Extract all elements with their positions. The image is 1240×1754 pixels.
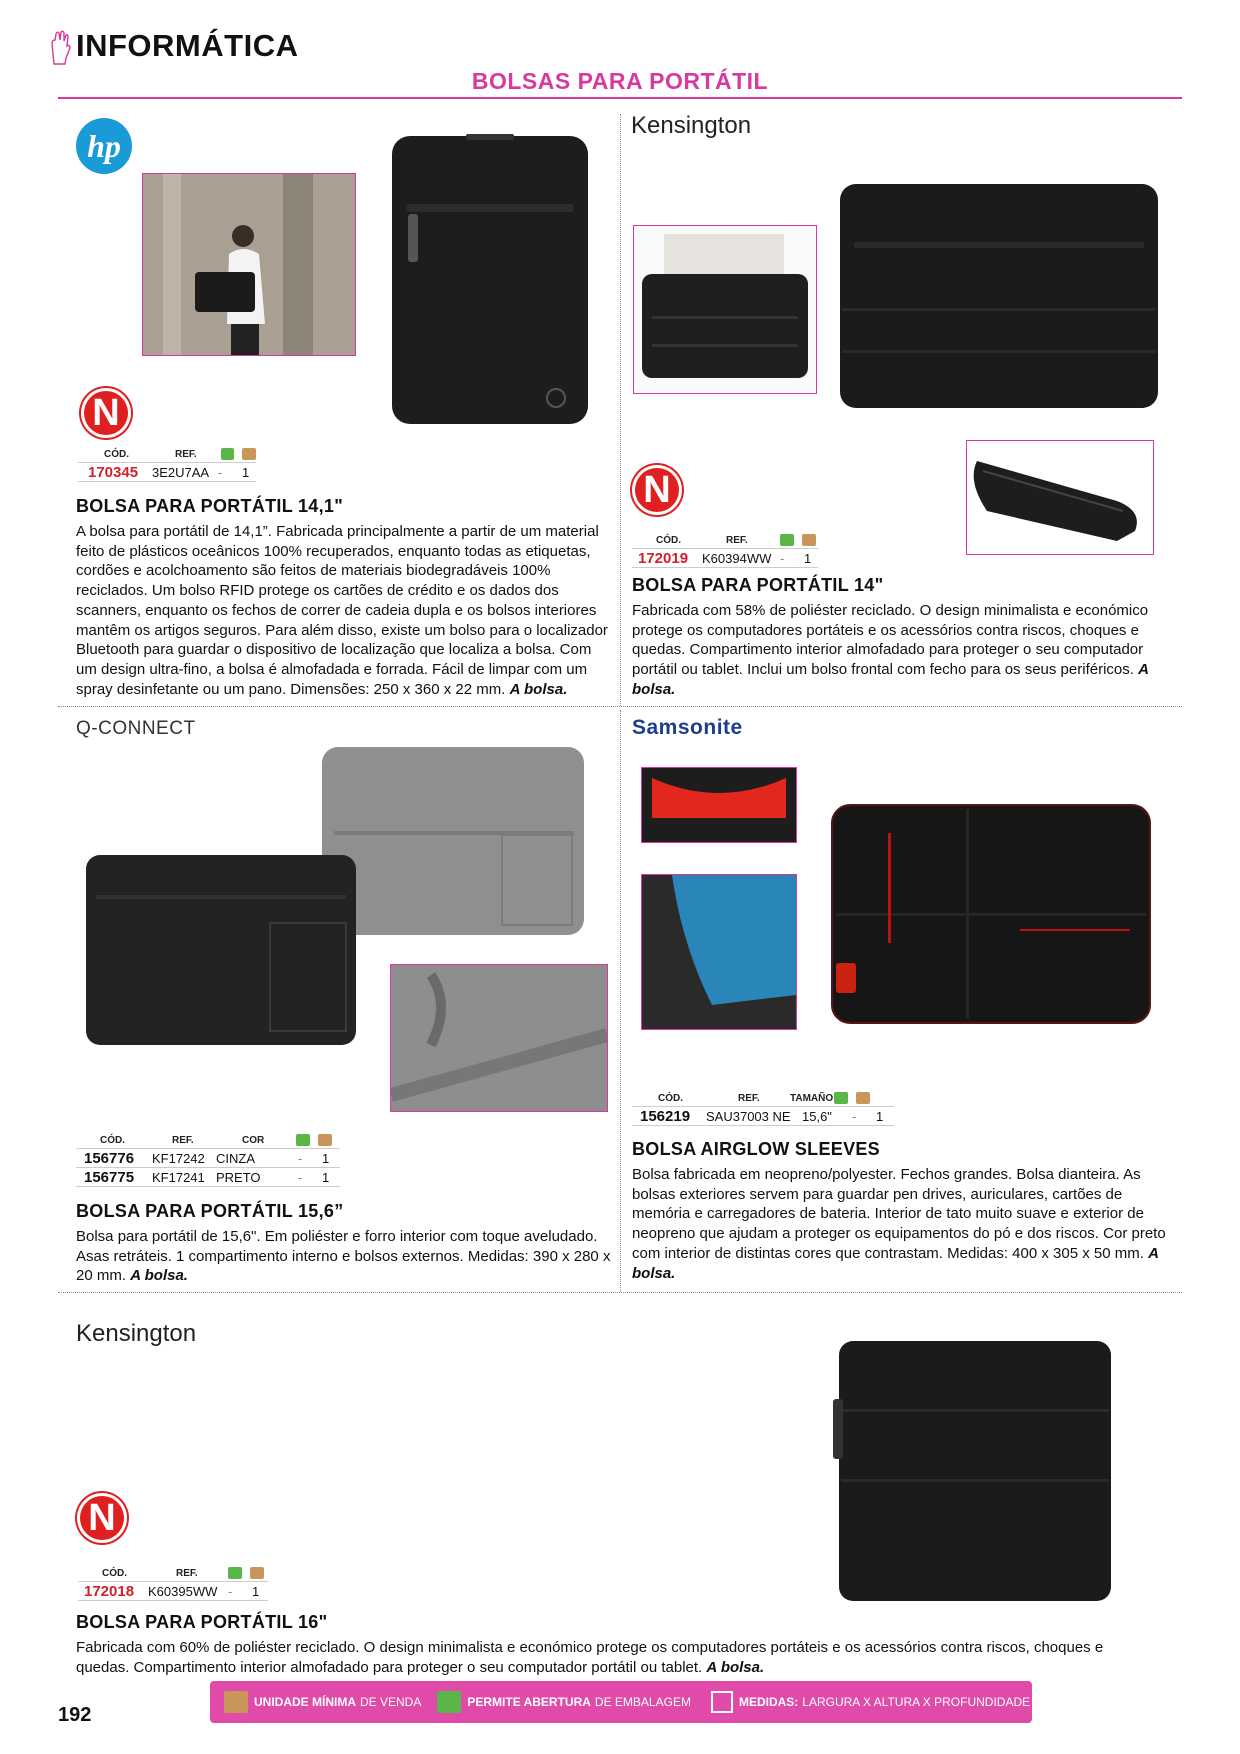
header-cod: CÓD.	[100, 1134, 125, 1146]
row-divider	[58, 1292, 1182, 1293]
table-row	[78, 1581, 268, 1601]
product-detail-photo	[966, 440, 1154, 555]
new-badge: N	[632, 465, 682, 515]
kensington-logo: Kensington	[631, 112, 752, 139]
header-ref: REF.	[172, 1134, 194, 1146]
sales-unit: A bolsa.	[632, 661, 1149, 698]
column-divider	[620, 710, 621, 1292]
product-code: 156776	[84, 1149, 135, 1167]
legend-label: UNIDADE MÍNIMA	[254, 1695, 356, 1709]
box-icon	[250, 1567, 264, 1579]
hand-icon	[48, 30, 72, 66]
description-text: Fabricada com 60% de poliéster reciclado. O design minimalista e económico protege os computadores portáteis e os acessórios contra riscos, choques e quedas. Compartimento interior almofadado para proteger o seu computador portátil ou tablet.	[76, 1639, 1104, 1676]
legend-bar	[210, 1681, 1032, 1723]
legend-text: DE VENDA	[360, 1695, 422, 1709]
product-lifestyle-photo	[142, 173, 356, 356]
header-ref: REF.	[176, 1567, 198, 1579]
ruler-icon	[711, 1691, 733, 1713]
product-image	[386, 134, 594, 429]
section-divider	[58, 97, 1182, 99]
box-icon	[224, 1691, 248, 1713]
gift-icon	[780, 534, 794, 546]
box-icon	[318, 1134, 332, 1146]
sales-unit: A bolsa.	[130, 1267, 188, 1285]
min-unit: 1	[322, 1169, 330, 1185]
product-ref: KF17242	[152, 1150, 205, 1166]
product-image	[830, 803, 1152, 1025]
min-unit: 1	[252, 1583, 260, 1599]
product-title: BOLSA PARA PORTÁTIL 15,6”	[76, 1201, 344, 1221]
min-unit: 1	[876, 1108, 884, 1124]
header-cod: CÓD.	[658, 1092, 683, 1104]
product-code: 172018	[84, 1582, 135, 1600]
product-ref: SAU37003 NE	[706, 1108, 791, 1124]
description-text: Bolsa para portátil de 15,6". Em poliéster e forro interior com toque aveludado. Asas retráteis. 1 compartimento interno e bolsos externos. Medidas: 390 x 280 x 20 mm.	[76, 1228, 611, 1285]
open-pack: -	[228, 1583, 233, 1599]
gift-icon	[437, 1691, 461, 1713]
product-size: 15,6"	[802, 1108, 832, 1124]
sales-unit: A bolsa.	[509, 680, 568, 698]
product-detail-photo	[641, 874, 797, 1030]
legend-text: LARGURA X ALTURA X PROFUNDIDADE	[802, 1695, 1031, 1709]
table-row	[76, 1148, 340, 1168]
open-pack: -	[218, 464, 223, 480]
product-ref: KF17241	[152, 1169, 205, 1185]
open-pack: -	[852, 1108, 857, 1124]
product-title: BOLSA PARA PORTÁTIL 14"	[632, 575, 884, 595]
product-code: 172019	[638, 549, 689, 567]
header-cod: CÓD.	[656, 534, 681, 546]
product-title: BOLSA AIRGLOW SLEEVES	[632, 1139, 880, 1159]
legend-label: MEDIDAS:	[738, 1695, 799, 1709]
product-ref: K60394WW	[702, 550, 772, 566]
header-ref: REF.	[726, 534, 748, 546]
product-code: 156775	[84, 1168, 135, 1186]
gift-icon	[834, 1092, 848, 1104]
product-description	[76, 522, 616, 699]
product-color: CINZA	[216, 1150, 255, 1166]
box-icon	[242, 448, 256, 460]
product-description	[76, 1638, 1136, 1677]
description-text: Fabricada com 58% de poliéster reciclado. O design minimalista e económico protege os computadores portáteis e os acessórios contra riscos, choques e quedas. Compartimento interior almofadado para proteger o seu computador portátil ou tablet. Inclui um bolso frontal com fecho para os seus periféricos.	[632, 602, 1149, 679]
row-divider	[58, 706, 1182, 707]
min-unit: 1	[322, 1150, 330, 1166]
new-badge: N	[81, 388, 131, 438]
sales-unit: A bolsa.	[706, 1658, 765, 1676]
gift-icon	[221, 448, 235, 460]
sales-unit: A bolsa.	[632, 1244, 1159, 1282]
product-code: 170345	[88, 463, 139, 481]
product-table	[632, 1090, 894, 1126]
legend-open-pack	[437, 1691, 691, 1713]
table-row	[78, 462, 256, 482]
gift-icon	[296, 1134, 310, 1146]
product-table	[632, 532, 818, 568]
page-number: 192	[58, 1704, 92, 1726]
table-row	[632, 1106, 894, 1126]
product-description	[632, 1165, 1172, 1283]
product-title: BOLSA PARA PORTÁTIL 14,1"	[76, 496, 344, 516]
new-badge: N	[77, 1493, 127, 1543]
header-ref: REF.	[738, 1092, 760, 1104]
product-description	[632, 601, 1172, 700]
product-color: PRETO	[216, 1169, 261, 1185]
qconnect-logo: Q-CONNECT	[76, 718, 196, 739]
product-detail-photo	[641, 767, 797, 843]
min-unit: 1	[804, 550, 812, 566]
page-category-title: INFORMÁTICA	[76, 28, 299, 63]
table-row	[632, 548, 818, 568]
description-text: A bolsa para portátil de 14,1”. Fabricada principalmente a partir de um material feito de plásticos oceânicos 100% recuperados, enquanto todas as etiquetas, cordões e acolchoamento são feitos de materiais biodegradáveis 100% reciclados. Um bolso RFID protege os cartões de crédito e os dados dos scanners, enquanto os fechos de correr de cadeia dupla e os bolsos interiores mantêm os artigos seguros. Para além disso, existe um bolso para o localizador Bluetooth para guardar o dispositivo de localização que localiza a bolsa. Com um design ultra-fino, a bolsa é almofadada e forrada. Fácil de limpar com um spray desinfetante ou um pano. Dimensões: 250 x 360 x 22 mm.	[76, 523, 608, 698]
open-pack: -	[780, 550, 785, 566]
min-unit: 1	[242, 464, 250, 480]
box-icon	[802, 534, 816, 546]
legend-text: DE EMBALAGEM	[594, 1695, 691, 1709]
product-title: BOLSA PARA PORTÁTIL 16"	[76, 1612, 328, 1632]
samsonite-logo: Samsonite	[632, 716, 743, 739]
product-image	[836, 182, 1162, 412]
product-table	[78, 1565, 268, 1601]
hp-logo: hp	[76, 118, 132, 174]
box-icon	[856, 1092, 870, 1104]
table-row	[76, 1168, 340, 1187]
product-table	[78, 446, 256, 482]
description-text: Bolsa fabricada em neopreno/polyester. Fechos grandes. Bolsa dianteira. As bolsas exteriores servem para guardar pen drives, auriculares, cartões de memória e carregadores de bateria. Interior de tato muito suave e exterior de neopreno que ajudam a proteger os equipamentos do pó e dos riscos. Cor preto com interior de distintas cores que contrastam. Medidas: 400 x 305 x 50 mm.	[632, 1166, 1166, 1262]
header-cor: COR	[242, 1134, 265, 1146]
legend-label: PERMITE ABERTURA	[467, 1695, 591, 1709]
header-tamanho: TAMAÑO	[790, 1092, 834, 1104]
gift-icon	[228, 1567, 242, 1579]
product-table	[76, 1132, 340, 1187]
product-code: 156219	[640, 1107, 691, 1125]
product-detail-photo	[633, 225, 817, 394]
open-pack: -	[298, 1169, 303, 1185]
header-cod: CÓD.	[102, 1567, 127, 1579]
open-pack: -	[298, 1150, 303, 1166]
legend-dimensions	[707, 1691, 1030, 1713]
header-ref: REF.	[174, 448, 197, 460]
product-description	[76, 1227, 616, 1286]
kensington-logo: Kensington	[76, 1320, 197, 1347]
column-divider	[620, 114, 621, 706]
header-cod: CÓD.	[104, 448, 129, 460]
legend-min-unit	[224, 1691, 421, 1713]
product-detail-photo	[390, 964, 608, 1112]
product-ref: K60395WW	[148, 1583, 218, 1599]
section-title: BOLSAS PARA PORTÁTIL	[471, 68, 769, 94]
product-image	[833, 1339, 1117, 1605]
product-ref: 3E2U7AA	[152, 464, 210, 480]
